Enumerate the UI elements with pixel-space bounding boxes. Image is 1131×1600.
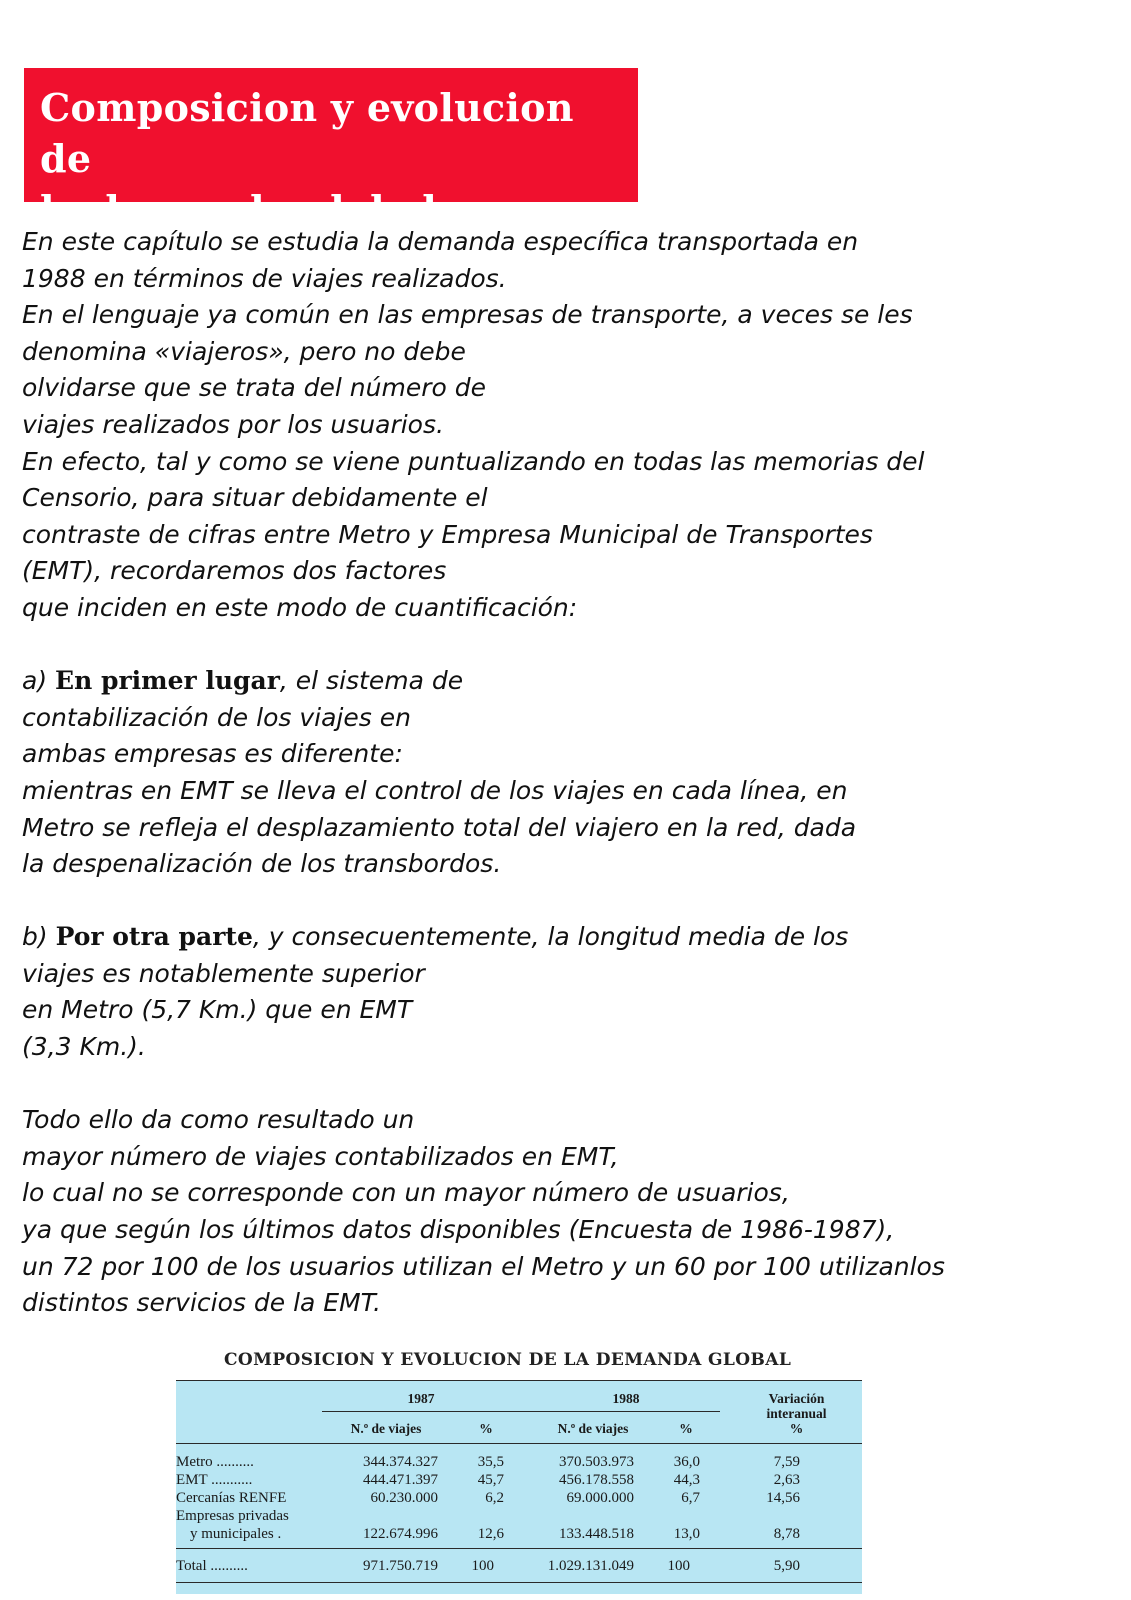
text-line: 1988 en términos de viajes realizados. [22, 263, 507, 293]
header-pct-1988: % [679, 1421, 693, 1436]
text-line: viajes realizados por los usuarios. [22, 409, 444, 439]
row-label-emt: EMT ........... [176, 1472, 253, 1488]
table-title: COMPOSICION Y EVOLUCION DE LA DEMANDA GLOBAL [224, 1350, 792, 1370]
cell-cercanias-p87: 6,2 [485, 1490, 504, 1506]
title-line-2: la demanda global [40, 187, 437, 232]
text-line: En este capítulo se estudia la demanda específica transportada en [22, 227, 859, 256]
point-b-prefix: b) [22, 922, 56, 952]
text-line: la despenalización de los transbordos. [22, 849, 502, 879]
intro-paragraph [22, 224, 1112, 627]
text-line: Todo ello da como resultado un [22, 1105, 415, 1135]
body-text [22, 224, 1112, 1322]
row-label-metro: Metro .......... [176, 1454, 254, 1470]
text-line: (3,3 Km.). [22, 1032, 146, 1062]
cell-total-v87: 971.750.719 [363, 1558, 438, 1574]
cell-emt-p88: 44,3 [673, 1472, 700, 1488]
text-line: (EMT), recordaremos dos factores [22, 556, 447, 586]
cell-total-p87: 100 [471, 1558, 494, 1574]
point-a-rest: , el sistema de [279, 666, 464, 696]
text-line: En el lenguaje ya común en las empresas de transporte, a veces se les [22, 300, 913, 330]
text-line: Metro se refleja el desplazamiento total del viajero en la red, dada [22, 812, 857, 842]
header-pct-1987: % [479, 1421, 493, 1436]
header-rule [176, 1443, 862, 1444]
text-line: que inciden en este modo de cuantificación: [22, 592, 578, 622]
row-label-empresas: Empresas privadas [176, 1508, 289, 1524]
cell-metro-v87: 344.374.327 [363, 1454, 438, 1470]
text-line [22, 919, 1112, 956]
text-line: viajes es notablemente superior [22, 958, 425, 988]
row-label-cercanias: Cercanías RENFE [176, 1490, 287, 1506]
header-year-1988: 1988 [612, 1391, 640, 1406]
point-b-paragraph [22, 919, 1112, 1065]
header-variacion: Variación [768, 1391, 825, 1406]
demand-table [176, 1380, 862, 1594]
cell-cercanias-v88: 69.000.000 [566, 1490, 634, 1506]
text-line: contraste de cifras entre Metro y Empresa Municipal de Transportes [22, 519, 873, 549]
cell-metro-v88: 370.503.973 [559, 1454, 634, 1470]
header-interanual: interanual [766, 1406, 827, 1421]
cell-emt-v87: 444.471.397 [363, 1472, 438, 1488]
text-line: denomina «viajeros», pero no debe [22, 336, 466, 366]
cell-total-v88: 1.029.131.049 [547, 1558, 634, 1574]
header-var-pct: % [789, 1421, 804, 1436]
cell-empresas-p87: 12,6 [477, 1526, 504, 1542]
text-line: olvidarse que se trata del número de [22, 373, 487, 403]
header-viajes-1988: N.º de viajes [557, 1421, 629, 1436]
page-title [40, 82, 638, 235]
text-line: distintos servicios de la EMT. [22, 1288, 381, 1318]
cell-emt-p87: 45,7 [477, 1472, 504, 1488]
cell-cercanias-var: 14,56 [766, 1490, 800, 1506]
text-line: un 72 por 100 de los usuarios utilizan el Metro y un 60 por 100 utilizanlos [22, 1251, 945, 1281]
cell-cercanias-v87: 60.230.000 [370, 1490, 438, 1506]
total-top-rule [176, 1548, 862, 1549]
header-year-1987: 1987 [407, 1391, 435, 1406]
text-line: Censorio, para situar debidamente el [22, 483, 488, 513]
cell-metro-p87: 35,5 [477, 1454, 504, 1470]
text-line: mayor número de viajes contabilizados en EMT, [22, 1141, 619, 1171]
header-viajes-1987: N.º de viajes [350, 1421, 422, 1436]
text-line: lo cual no se corresponde con un mayor número de usuarios, [22, 1178, 790, 1208]
cell-empresas-p88: 13,0 [673, 1526, 700, 1542]
table-top-rule [176, 1380, 862, 1381]
cell-empresas-var: 8,78 [773, 1526, 800, 1542]
point-a-paragraph [22, 663, 1112, 883]
title-line-1: Composicion y evolucion de [40, 85, 574, 181]
cell-cercanias-p88: 6,7 [681, 1490, 700, 1506]
row-label-total: Total .......... [176, 1558, 248, 1574]
point-b-rest: , y consecuentemente, la longitud media de los [252, 922, 849, 952]
year-underline [322, 1411, 720, 1412]
cell-total-p88: 100 [667, 1558, 690, 1574]
text-line: ambas empresas es diferente: [22, 739, 403, 769]
text-line: mientras en EMT se lleva el control de los viajes en cada línea, en [22, 775, 848, 805]
row-label-empresas-2: y municipales . [190, 1526, 282, 1542]
cell-emt-v88: 456.178.558 [559, 1472, 634, 1488]
text-line [22, 663, 1112, 700]
text-line: contabilización de los viajes en [22, 702, 411, 732]
cell-total-var: 5,90 [773, 1558, 800, 1574]
text-line: En efecto, tal y como se viene puntualizando en todas las memorias del [22, 446, 925, 476]
text-line: en Metro (5,7 Km.) que en EMT [22, 995, 413, 1025]
table-bottom-rule [176, 1582, 862, 1583]
conclusion-paragraph [22, 1102, 1112, 1322]
point-a-prefix: a) [22, 666, 56, 696]
text-line: ya que según los últimos datos disponibles (Encuesta de 1986-1987), [22, 1215, 895, 1245]
cell-metro-p88: 36,0 [673, 1454, 700, 1470]
cell-emt-var: 2,63 [773, 1472, 800, 1488]
title-banner [24, 68, 638, 232]
point-b-bold: Por otra parte [55, 922, 253, 952]
cell-metro-var: 7,59 [773, 1454, 800, 1470]
cell-empresas-v88: 133.448.518 [559, 1526, 634, 1542]
point-a-bold: En primer lugar [55, 666, 280, 696]
cell-empresas-v87: 122.674.996 [363, 1526, 438, 1542]
